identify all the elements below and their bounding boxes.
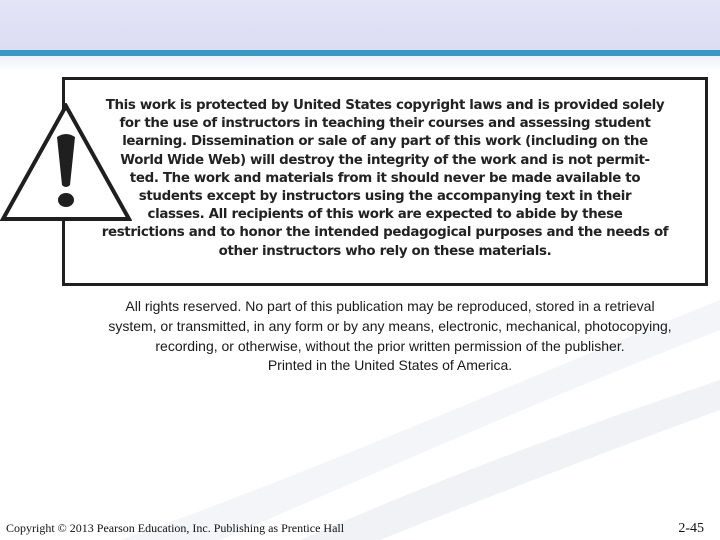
rights-line: All rights reserved. No part of this publication may be reproduced, stored in a retrieval [125,298,655,314]
rights-reserved-text [60,297,720,376]
rights-line: recording, or otherwise, without the prior written permission of the publisher. [155,337,625,354]
notice-line: ted. The work and materials from it should never be made available to [129,170,641,186]
rights-line: system, or transmitted, in any form or by any means, electronic, mechanical, photocopying, [108,317,672,334]
notice-line: classes. All recipients of this work are expected to abide by these [147,207,623,223]
notice-text [84,97,686,261]
page-number: 2-45 [678,521,704,536]
notice-line: for the use of instructors in teaching their courses and assessing student [119,116,651,132]
notice-line: students except by instructors using the accompanying text in their [138,189,632,205]
notice-line: learning. Dissemination or sale of any part of this work (including on the [122,134,648,150]
rights-line: Printed in the United States of America. [267,357,513,374]
copyright-notice [0,75,712,290]
notice-line: This work is protected by United States copyright laws and is provided solely [105,98,665,113]
notice-line: restrictions and to honor the intended pedagogical purposes and the needs of [101,225,669,241]
notice-line: other instructors who rely on these materials. [218,243,552,259]
notice-line: World Wide Web) will destroy the integrity of the work and is not permit- [120,152,650,168]
footer-copyright: Copyright © 2013 Pearson Education, Inc. Publishing as Prentice Hall [6,521,345,535]
